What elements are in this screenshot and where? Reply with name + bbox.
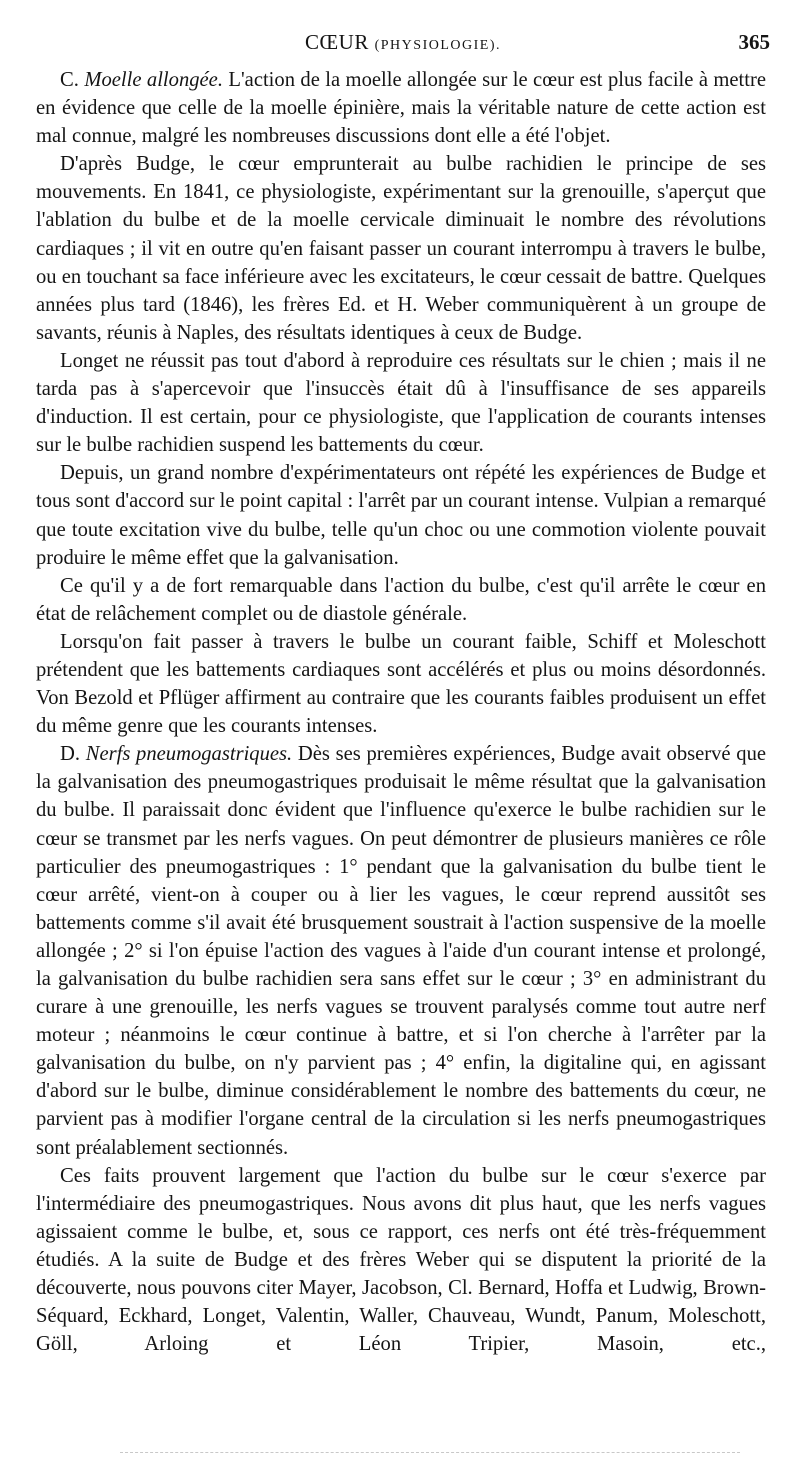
section-letter: C. bbox=[60, 69, 85, 91]
paragraph-moelle-allongee bbox=[36, 66, 766, 150]
running-head bbox=[36, 30, 770, 58]
running-title-main: CŒUR bbox=[305, 30, 375, 54]
paragraph-longet: Longet ne réussit pas tout d'abord à reproduire ces résultats sur le chien ; mais il ne tarda pas à s'apercevoir que l'insuccès était dû à l'insuffisance de ses appareils d'induction. Il est certain, pour ce physiologiste, que l'application de courants intenses sur le bulbe rachidien suspend les battements du cœur. bbox=[36, 349, 766, 457]
paragraph-remarquable: Ce qu'il y a de fort remarquable dans l'action du bulbe, c'est qu'il arrête le cœur en état de relâchement complet ou de diastole générale. bbox=[36, 574, 766, 625]
paragraph-budge: D'après Budge, le cœur emprunterait au bulbe rachidien le principe de ses mouvements. En 1841, ce physiologiste, expérimentant sur la grenouille, s'aperçut que l'ablation du bulbe et de la moelle cervicale diminuait le nombre des révolutions cardiaques ; il vit en outre qu'en faisant passer un courant interrompu à travers le bulbe, ou en touchant sa face inférieure avec les excitateurs, le cœur cessait de battre. Quelques années plus tard (1846), les frères Ed. et H. Weber communiquèrent à un groupe de savants, réunis à Naples, des résultats identiques à ceux de Budge. bbox=[36, 153, 766, 344]
section-heading-nerfs-pneumogastriques: Nerfs pneumogastriques. bbox=[85, 743, 293, 766]
paragraph-pneumogastriques bbox=[36, 740, 766, 1161]
bottom-rule bbox=[120, 1452, 740, 1454]
running-title-sub: (PHYSIOLOGIE). bbox=[374, 38, 501, 53]
paragraph-courant-faible: Lorsqu'on fait passer à travers le bulbe un courant faible, Schiff et Moleschott prétendent que les battements cardiaques sont accélérés et plus ou moins désordonnés. Von Bezold et Pflüger affirment au contraire que les courants faibles produisent un effet du même genre que les courants intenses. bbox=[36, 630, 766, 738]
paragraph-ces-faits: Ces faits prouvent largement que l'action du bulbe sur le cœur s'exerce par l'intermédiaire des pneumogastriques. Nous avons dit plus haut, que les nerfs vagues agissaient comme le bulbe, et, sous ce rapport, ces nerfs ont été très-fréquemment étudiés. A la suite de Budge et des frères Weber qui se disputent la priorité de la découverte, nous pouvons citer Mayer, Jacobson, Cl. Bernard, Hoffa et Ludwig, Brown-Séquard, Eckhard, Longet, Valentin, Waller, Chauveau, Wundt, Panum, Moleschott, Göll, Arloing et Léon Tripier, Masoin, etc., bbox=[36, 1164, 766, 1356]
paragraph-text: Dès ses premières expériences, Budge avait observé que la galvanisation des pneumogastriques produisait le même résultat que la galvanisation du bulbe. Il paraissait donc évident que l'influence qu'exerce le bulbe rachidien sur le cœur se transmet par les nerfs vagues. On peut démontrer de plusieurs manières ce rôle particulier des pneumogastriques : 1° pendant que la galvanisation du bulbe tient le cœur arrêté, vient-on à couper ou à lier les vagues, le cœur reprend aussitôt ses battements comme s'il avait été brusquement soustrait à l'action suspensive de la moelle allongée ; 2° si l'on épuise l'action des vagues à l'aide d'un courant intense et prolongé, la galvanisation du bulbe rachidien sera sans effet sur le cœur ; 3° en administrant du curare à une grenouille, les nerfs vagues se trouvent paralysés comme tout autre nerf moteur ; néanmoins le cœur continue à battre, et si l'on cherche à l'arrêter par la galvanisation du bulbe, on n'y parvient pas ; 4° enfin, la digitaline qui, en agissant d'abord sur le bulbe, diminue considérablement le nombre des battements du cœur, ne parvient pas à modifier l'organe central de la circulation si les nerfs pneumogastriques sont préalablement sectionnés. bbox=[36, 743, 767, 1159]
paragraph-depuis: Depuis, un grand nombre d'expérimentateurs ont répété les expériences de Budge et tous sont d'accord sur le point capital : l'arrêt par un courant intense. Vulpian a remarqué que toute excitation vive du bulbe, telle qu'un choc ou une commotion violente pouvait produire le même effet que la galvanisation. bbox=[36, 462, 766, 569]
section-heading-moelle-allongee: Moelle allongée. bbox=[84, 69, 223, 91]
page-number: 365 bbox=[738, 30, 770, 54]
paragraph-text: L'action de la moelle allongée sur le cœur est plus facile à mettre en évidence que celle de la moelle épinière, mais la véritable nature de cette action est mal connue, malgré les nombreuses discussions dont elle a été l'objet. bbox=[36, 69, 766, 148]
running-title bbox=[36, 30, 770, 55]
body-text bbox=[36, 66, 766, 1358]
section-letter: D. bbox=[60, 743, 86, 766]
